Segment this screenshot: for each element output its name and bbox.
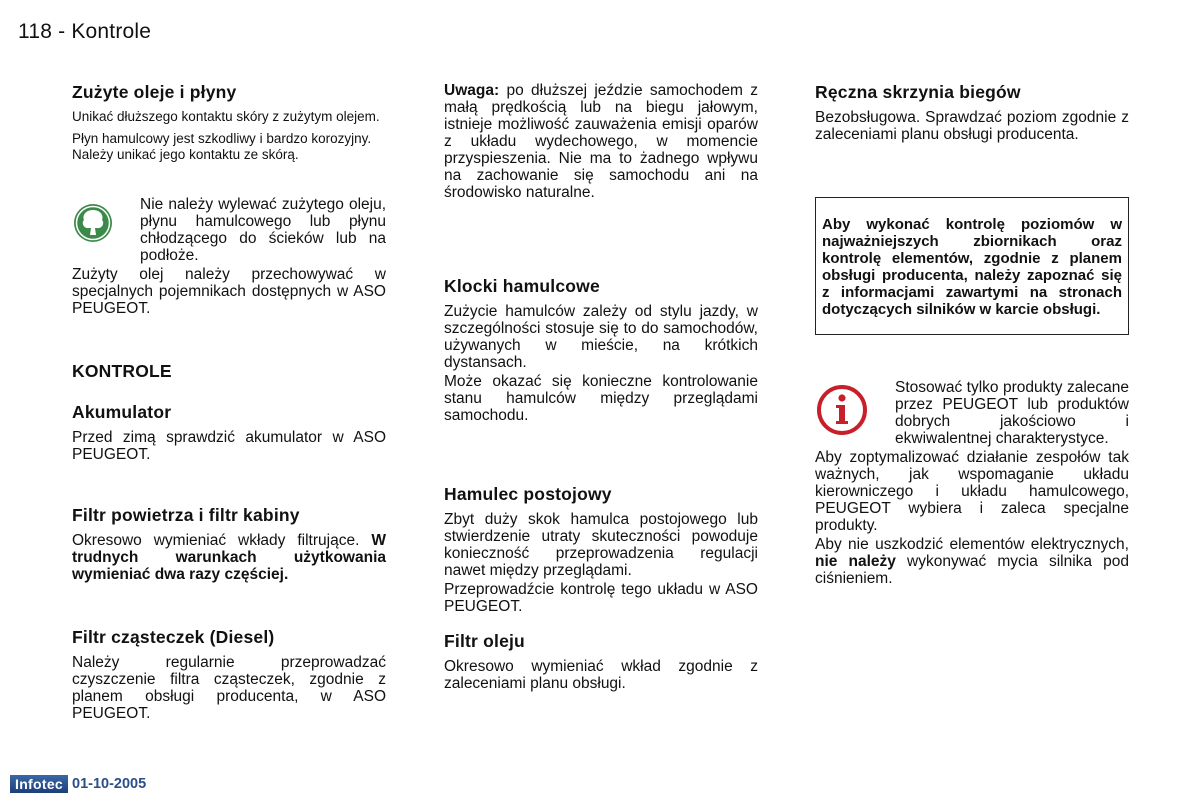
- column-right: [815, 82, 1129, 587]
- environment-text-2: Zużyty olej należy przechowywać w specjalnych pojemnikach dostępnych w ASO PEUGEOT.: [72, 266, 386, 317]
- note-text: [444, 82, 758, 201]
- particle-filter-heading: Filtr cząsteczek (Diesel): [72, 627, 275, 647]
- parking-brake-text-1: Zbyt duży skok hamulca postojowego lub stwierdzenie utraty skuteczności powoduje konieczność przeprowadzenia regulacji nawet między przeglądami.: [444, 511, 758, 579]
- brake-pads-heading: Klocki hamulcowe: [444, 276, 600, 296]
- note-label: Uwaga:: [444, 82, 500, 99]
- air-filter-bold: W trudnych warunkach użytkowania wymieniać dwa razy częściej.: [72, 532, 387, 583]
- info-text-3-bold: nie należy: [815, 553, 896, 570]
- footer-date: 01-10-2005: [72, 776, 147, 792]
- battery-heading: Akumulator: [72, 402, 172, 422]
- info-text-3c: wykonywać mycia silnika pod ciśnieniem.: [815, 553, 1130, 587]
- environment-text-1: Nie należy wylewać zużytego oleju, płynu hamulcowego lub płynu chłodzącego do ścieków lub na podłoże.: [140, 196, 386, 264]
- brake-pads-text-1: Zużycie hamulców zależy od stylu jazdy, w szczególności stosuje się to do samochodów, używanych w mieście, na krótkich dystansach.: [444, 303, 758, 371]
- particle-filter-text: Należy regularnie przeprowadzać czyszczenie filtra cząsteczek, zgodnie z planem obsługi producenta, w ASO PEUGEOT.: [72, 654, 386, 722]
- info-text-1: Stosować tylko produkty zalecane przez PEUGEOT lub produktów dobrych jakościowo i ekwiwalentnej charakterystyce.: [895, 379, 1129, 447]
- air-filter-heading: Filtr powietrza i filtr kabiny: [72, 505, 300, 525]
- info-text-3a: Aby nie uszkodzić elementów elektrycznych,: [815, 536, 1129, 553]
- info-text-2: Aby zoptymalizować działanie zespołów tak ważnych, jak wspomaganie układu kierowniczego i układu hamulcowego, PEUGEOT wybiera i zaleca specjalne produkty.: [815, 449, 1129, 534]
- info-text-3: [815, 536, 1129, 587]
- infotec-logo: Infotec: [10, 775, 68, 793]
- maintenance-notice-box: Aby wykonać kontrolę poziomów w najważniejszych zbiornikach oraz kontrolę elementów, zgodnie z planem obsługi producenta, należy zapoznać się z informacjami zawartymi na stronach dotyczących silników w karcie obsługi.: [815, 197, 1129, 335]
- footer: [10, 775, 146, 793]
- parking-brake-text-2: Przeprowadźcie kontrolę tego układu w ASO PEUGEOT.: [444, 581, 758, 615]
- air-filter-text: [72, 532, 386, 583]
- column-middle: [444, 82, 758, 692]
- column-left: [72, 82, 386, 722]
- oils-text-2: Płyn hamulcowy jest szkodliwy i bardzo korozyjny. Należy unikać jego kontaktu ze skórą.: [72, 131, 372, 162]
- oils-text-1: Unikać dłuższego kontaktu skóry z zużytym olejem.: [72, 109, 380, 124]
- section-heading-kontrole: KONTROLE: [72, 361, 172, 381]
- oil-filter-text: Okresowo wymieniać wkład zgodnie z zaleceniami planu obsługi.: [444, 658, 758, 692]
- oils-heading: Zużyte oleje i płyny: [72, 82, 237, 102]
- note-body: po dłuższej jeździe samochodem z małą prędkością lub na biegu jałowym, istnieje możliwość zauważenia emisji oparów z układu wydechowego, w momencie przyspieszenia. Nie ma to żadnego wpływu na zachowanie się samochodu ani na środowisko naturalne.: [444, 82, 758, 201]
- parking-brake-heading: Hamulec postojowy: [444, 484, 612, 504]
- info-note: [815, 379, 1129, 447]
- info-icon: [815, 383, 869, 437]
- oil-filter-heading: Filtr oleju: [444, 631, 525, 651]
- page-header: 118 - Kontrole: [18, 20, 152, 43]
- brake-pads-text-2: Może okazać się konieczne kontrolowanie stanu hamulców między przeglądami samochodu.: [444, 373, 758, 424]
- environment-note: [72, 196, 386, 264]
- battery-text: Przed zimą sprawdzić akumulator w ASO PEUGEOT.: [72, 429, 386, 463]
- gearbox-text: Bezobsługowa. Sprawdzać poziom zgodnie z zaleceniami planu obsługi producenta.: [815, 109, 1129, 143]
- air-filter-normal: Okresowo wymieniać wkłady filtrujące.: [72, 532, 360, 549]
- tree-icon: [72, 202, 114, 244]
- gearbox-heading: Ręczna skrzynia biegów: [815, 82, 1021, 102]
